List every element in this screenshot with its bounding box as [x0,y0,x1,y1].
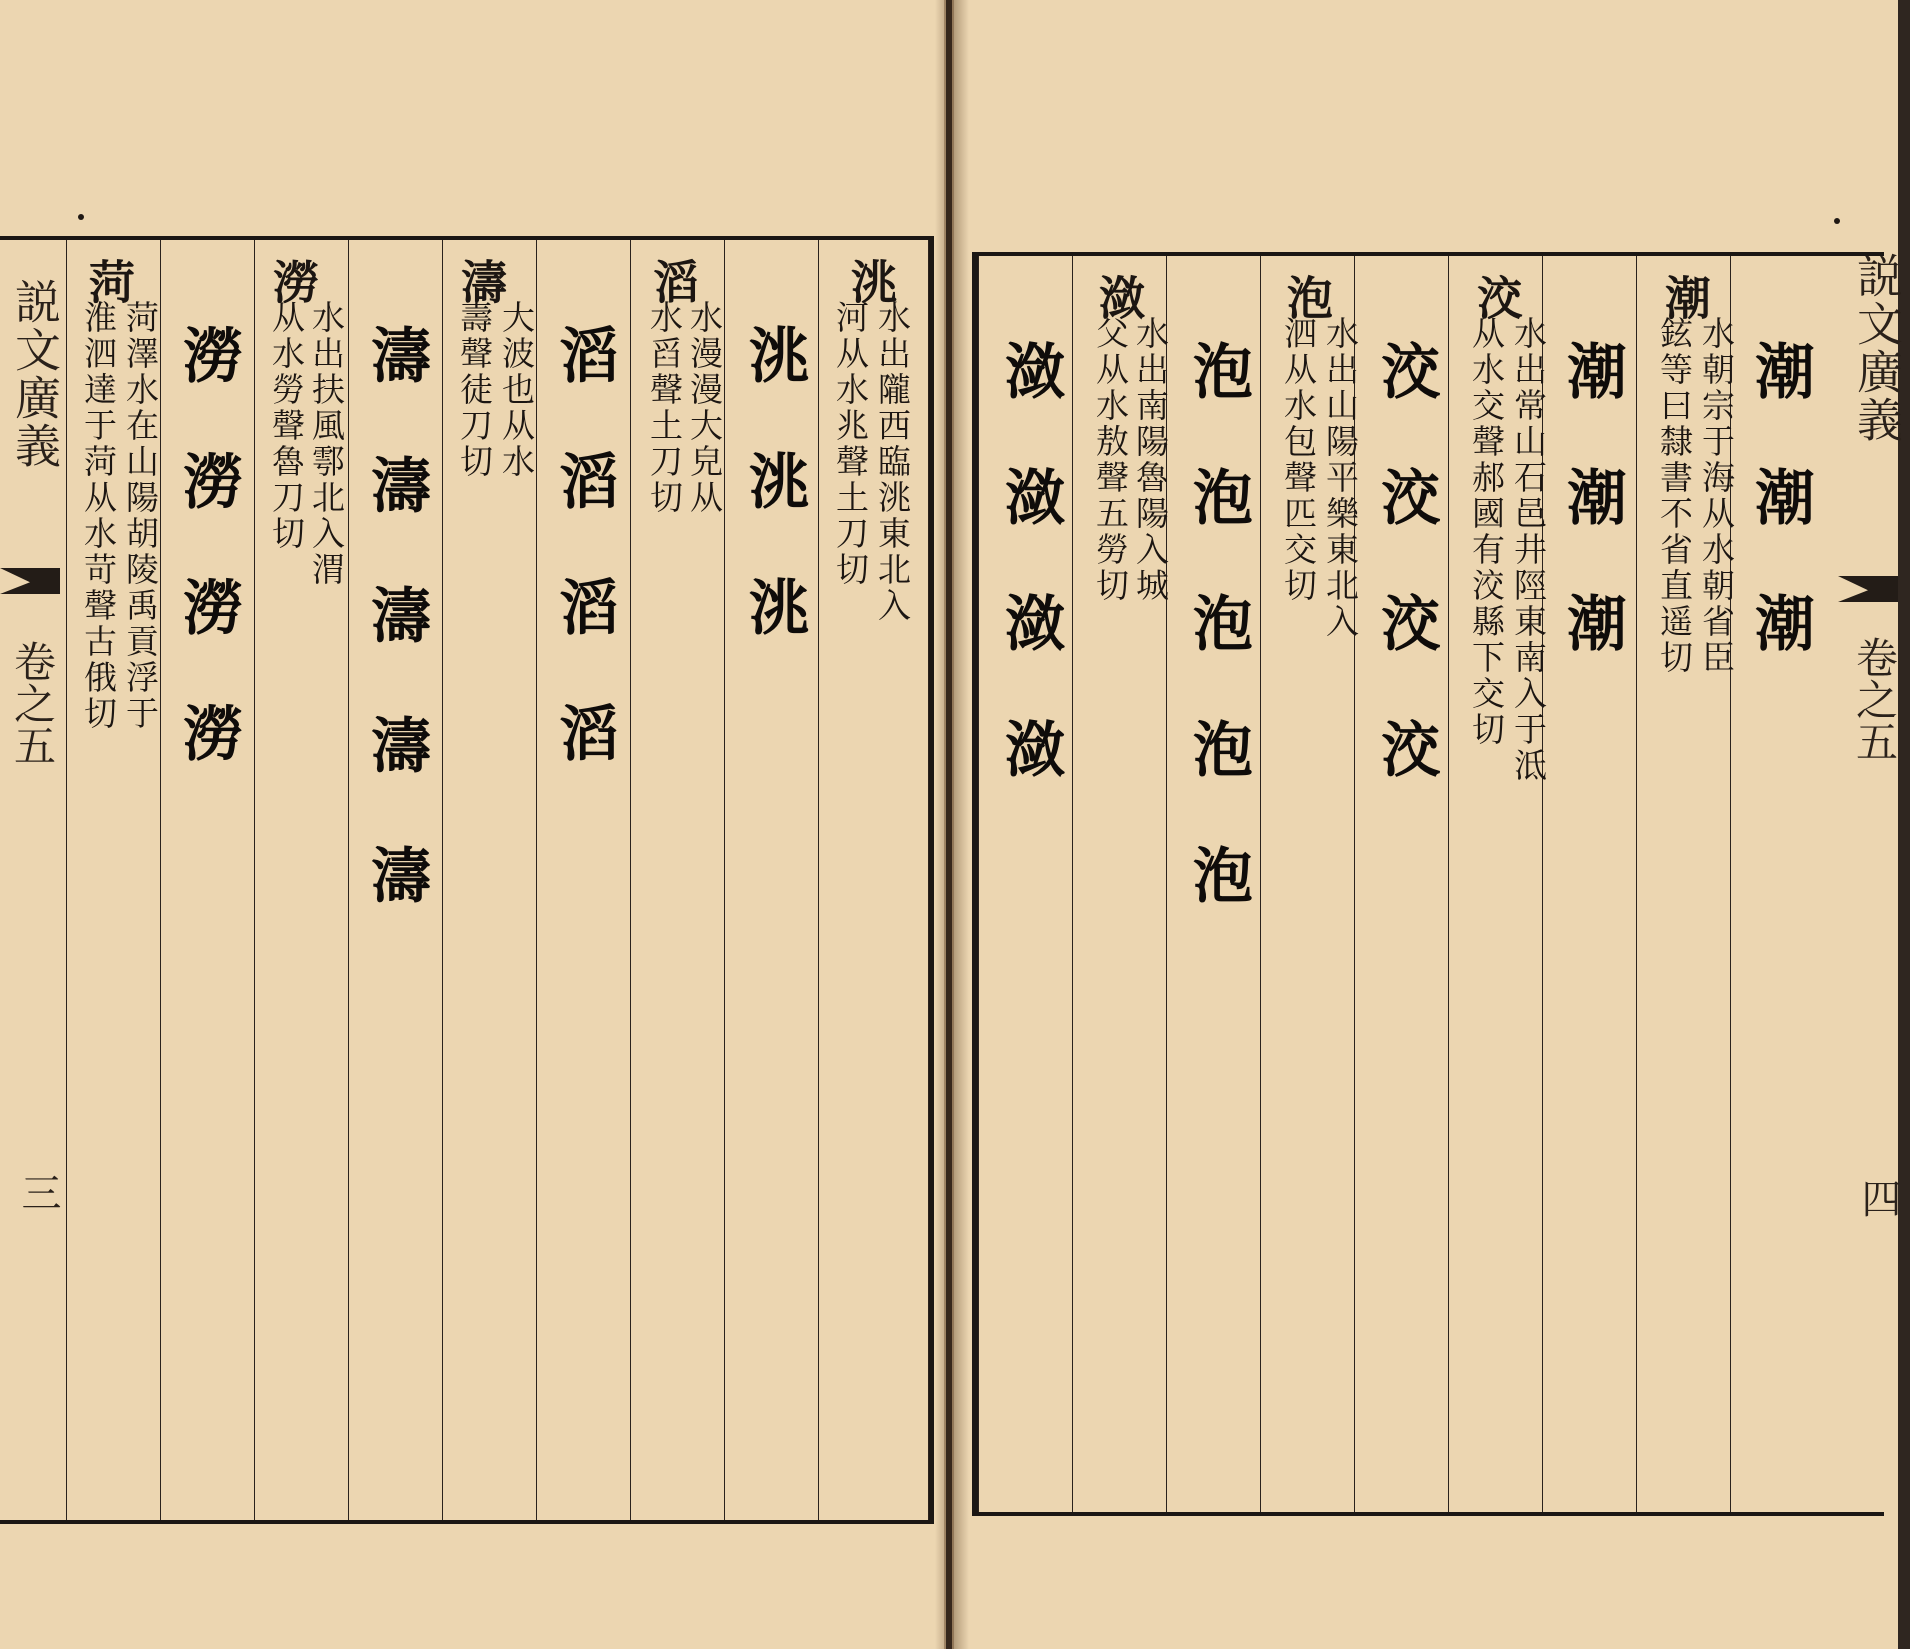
entry-definition: 水朝宗于海从水朝省臣 [1696,316,1736,676]
seal-script-variants: 滔滔滔滔 [549,324,619,828]
entry-definition: 淮泗達于菏从水苛聲古俄切 [78,300,118,732]
entry-definition: 水出隴西臨洮東北入 [872,300,912,624]
right-page-number: 四 [1855,1178,1901,1218]
left-page-number: 三 [15,1172,61,1212]
entry-definition: 河从水兆聲土刀切 [830,300,870,588]
entry-definition: 水出山陽平樂東北入 [1320,316,1360,640]
entry-head-character: 潋 [1092,274,1146,320]
right-text-frame [972,252,1884,1516]
right-volume-mark: 卷之五 [1850,636,1899,762]
book-gutter-shadow [935,0,969,1649]
entry-definition: 水舀聲土刀切 [644,300,684,516]
left-margin-title: 説文廣義 [8,278,62,470]
entry-head-character: 泡 [1280,274,1334,320]
seal-script-variants: 濤濤濤濤濤 [361,324,431,974]
entry-head-character: 洮 [844,258,898,304]
entry-definition: 水漫漫大皃从 [684,300,724,516]
right-page [952,0,1904,1649]
entry-definition: 从水勞聲魯刀切 [266,300,306,552]
entry-definition: 父从水敖聲五勞切 [1090,316,1130,604]
entry-head-character: 洨 [1470,274,1524,320]
entry-definition: 从水交聲郝國有洨縣下交切 [1466,316,1506,748]
entry-definition: 菏澤水在山陽胡陵禹貢浮于 [120,300,160,732]
entry-definition: 水出南陽魯陽入城 [1130,316,1170,604]
column-rule [0,240,67,1520]
entry-head-character: 滔 [646,258,700,304]
seal-script-variants: 洮洮洮 [739,324,809,702]
left-page-dot [78,214,84,220]
seal-script-variants: 潋潋潋潋 [995,340,1065,844]
entry-head-character: 菏 [82,258,136,304]
entry-definition: 鉉等曰隸書不省直遥切 [1654,316,1694,676]
entry-head-character: 澇 [266,258,320,304]
seal-script-variants: 泡泡泡泡泡 [1183,340,1253,970]
entry-head-character: 潮 [1658,274,1712,320]
right-margin-title: 説文廣義 [1850,252,1904,444]
right-page-dot [1834,218,1840,224]
left-page [0,0,946,1649]
left-text-frame [0,236,934,1524]
left-volume-mark: 卷之五 [8,640,57,766]
entry-head-character: 濤 [454,258,508,304]
entry-definition: 大波也从水 [496,300,536,480]
seal-script-variants: 澇澇澇澇 [173,324,243,828]
seal-script-variants: 潮潮潮 [1745,340,1815,718]
entry-definition: 壽聲徒刀切 [454,300,494,480]
entry-definition: 水出扶風鄠北入渭 [306,300,346,588]
entry-definition: 水出常山石邑井陘東南入于泜 [1508,316,1548,784]
seal-script-variants: 潮潮潮 [1557,340,1627,718]
seal-script-variants: 洨洨洨洨 [1371,340,1441,844]
entry-definition: 泗从水包聲匹交切 [1278,316,1318,604]
